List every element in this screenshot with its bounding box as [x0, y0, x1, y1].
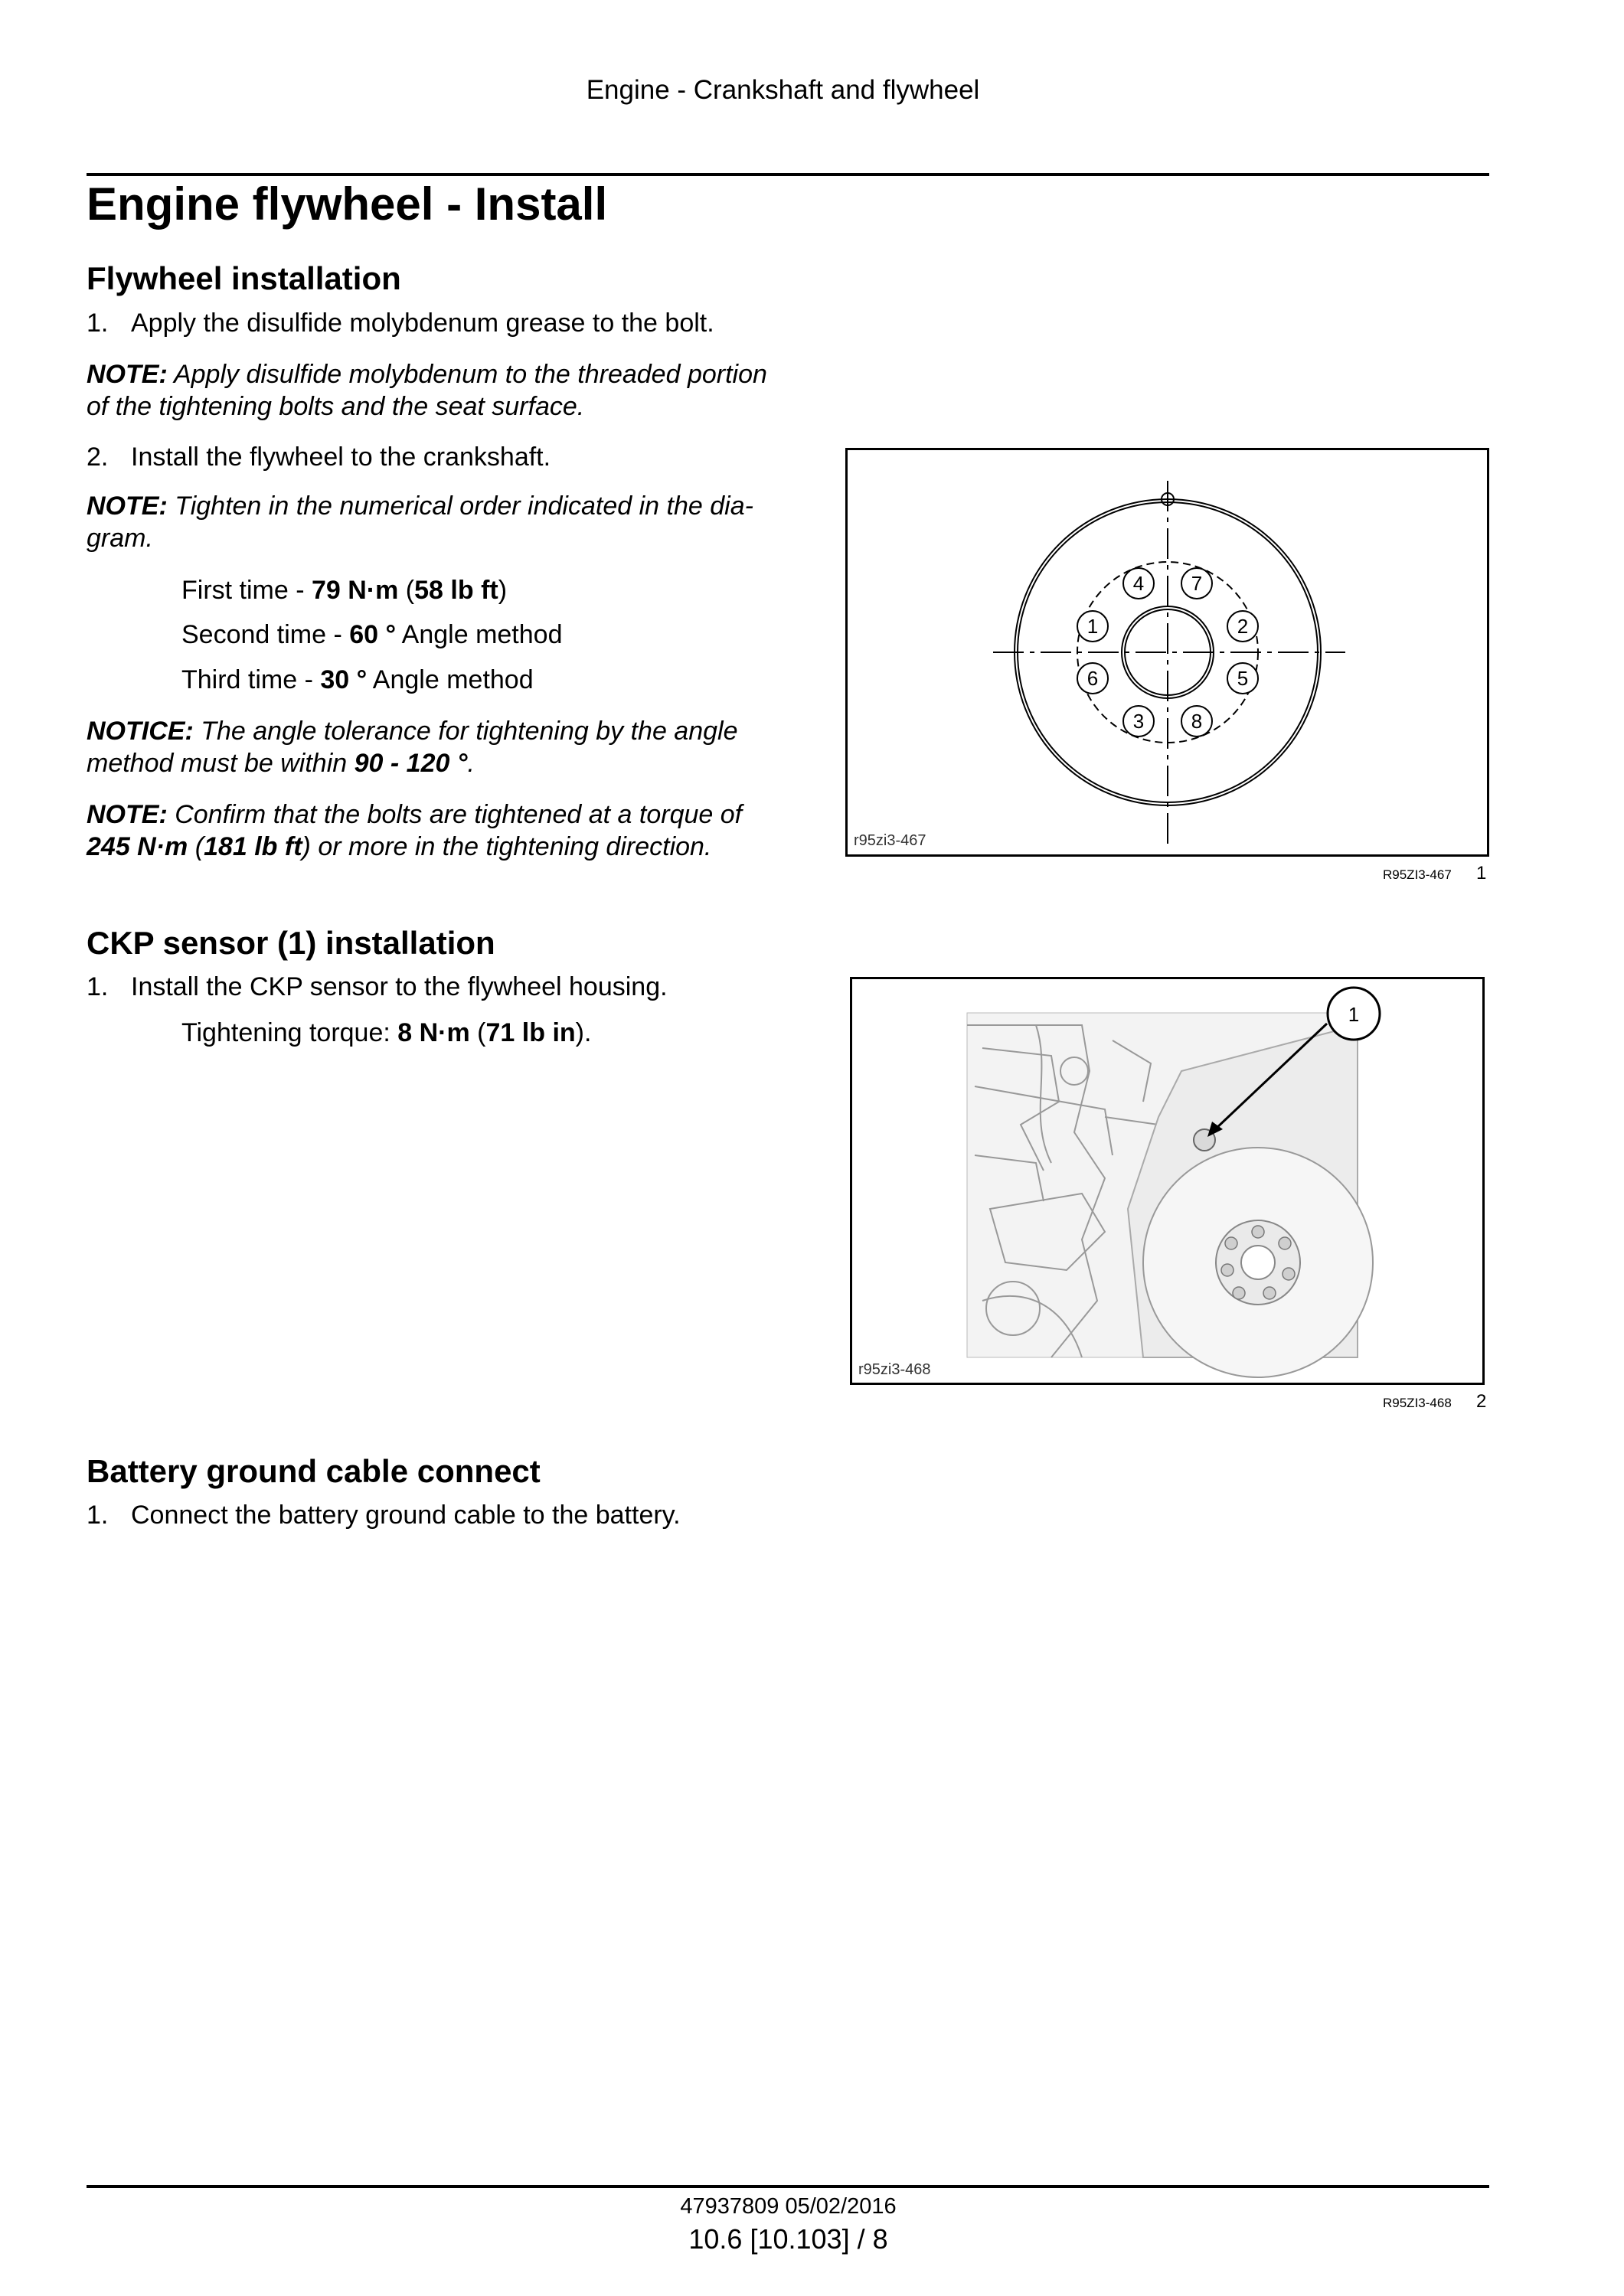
torque-paren: ( — [469, 1018, 486, 1047]
page-title: Engine flywheel - Install — [87, 178, 608, 230]
note-label: NOTE: — [87, 800, 168, 829]
engine-illustration-svg — [852, 979, 1482, 1383]
torque-value: 30 ° — [320, 665, 368, 694]
note-end: ) or more in the tightening direction. — [302, 832, 712, 861]
torque-alt-value: 71 lb in — [485, 1018, 576, 1047]
footer-page-number: 10.6 [10.103] / 8 — [688, 2223, 888, 2255]
footer-rule — [87, 2185, 1489, 2188]
running-head: Engine - Crankshaft and flywheel — [586, 75, 980, 105]
flywheel-diagram-svg — [848, 450, 1487, 854]
ckp-step-1 — [87, 972, 814, 1002]
torque-value: 60 ° — [349, 620, 397, 649]
flywheel-note-3 — [87, 799, 789, 863]
note-text-line1: Tighten in the numerical order indicated in the dia- — [175, 492, 753, 521]
figure-ckp-sensor-location — [850, 977, 1485, 1385]
step-number: 2. — [87, 443, 109, 472]
torque-paren-close: ) — [498, 576, 508, 605]
bolt-number-3: 3 — [1132, 710, 1145, 733]
flywheel-note-1 — [87, 358, 789, 423]
bolt-number-6: 6 — [1086, 667, 1099, 690]
section-heading-flywheel: Flywheel installation — [87, 260, 401, 296]
flywheel-notice — [87, 715, 789, 779]
torque-label: Second time - — [181, 620, 350, 649]
figure-1-number: 1 — [1476, 863, 1487, 883]
step-number: 1. — [87, 1501, 109, 1530]
flywheel-note-2 — [87, 490, 789, 554]
note-value: 245 N·m — [87, 832, 188, 861]
notice-text: The angle tolerance for tightening by the angle method must be within — [87, 717, 738, 778]
figure-2-number: 2 — [1476, 1391, 1487, 1412]
torque-third-time — [181, 665, 534, 695]
torque-value: 79 N·m — [311, 576, 399, 605]
step-number: 1. — [87, 309, 109, 338]
note-text: Apply disulfide molybdenum to the threaded portion of the tightening bolts and the seat surface. — [87, 360, 767, 421]
step-text: Apply the disulfide molybdenum grease to the bolt. — [131, 309, 714, 338]
step-text: Install the CKP sensor to the flywheel housing. — [131, 972, 668, 1001]
figure-1-ref: R95ZI3-467 — [1383, 867, 1452, 882]
flywheel-step-1 — [87, 309, 814, 338]
torque-end: ). — [575, 1018, 592, 1047]
battery-step-1 — [87, 1501, 814, 1530]
torque-label: Tightening torque: — [181, 1018, 398, 1047]
figure-flywheel-bolt-order — [845, 448, 1489, 857]
note-text: Confirm that the bolts are tightened at a torque of — [167, 800, 743, 829]
note-label: NOTE: — [87, 360, 168, 389]
figure-2-ref: R95ZI3-468 — [1383, 1396, 1452, 1410]
step-text: Connect the battery ground cable to the battery. — [131, 1501, 681, 1530]
bolt-number-4: 4 — [1132, 572, 1145, 595]
note-label: NOTE: — [87, 492, 168, 521]
figure-code: r95zi3-468 — [858, 1361, 931, 1378]
bolt-number-5: 5 — [1237, 667, 1249, 690]
bolt-number-1: 1 — [1086, 615, 1099, 638]
notice-value: 90 - 120 ° — [354, 749, 468, 778]
torque-first-time — [181, 576, 507, 606]
torque-label: Third time - — [181, 665, 321, 694]
notice-end: . — [467, 749, 475, 778]
header-rule — [87, 173, 1489, 176]
section-heading-battery: Battery ground cable connect — [87, 1453, 541, 1489]
torque-method: Angle method — [367, 665, 534, 694]
callout-number: 1 — [1348, 1003, 1360, 1026]
step-number: 1. — [87, 972, 109, 1001]
bolt-number-8: 8 — [1191, 710, 1203, 733]
notice-label: NOTICE: — [87, 717, 194, 746]
torque-method: Angle method — [396, 620, 563, 649]
note-alt-value: 181 lb ft — [204, 832, 302, 861]
note-text-line2: gram. — [87, 524, 153, 553]
flywheel-center — [1241, 1246, 1275, 1279]
section-heading-ckp: CKP sensor (1) installation — [87, 925, 495, 961]
note-mid: ( — [188, 832, 204, 861]
torque-second-time — [181, 620, 562, 650]
flywheel-step-2 — [87, 443, 814, 472]
step-text: Install the flywheel to the crankshaft. — [131, 443, 551, 472]
torque-label: First time - — [181, 576, 312, 605]
ckp-tightening-torque — [181, 1018, 591, 1048]
torque-alt-value: 58 lb ft — [414, 576, 498, 605]
torque-paren: ( — [398, 576, 415, 605]
bolt-number-2: 2 — [1237, 615, 1249, 638]
footer-doc-code: 47937809 05/02/2016 — [680, 2194, 897, 2219]
bolt-number-7: 7 — [1191, 572, 1203, 595]
torque-value: 8 N·m — [397, 1018, 470, 1047]
figure-code: r95zi3-467 — [854, 832, 926, 849]
